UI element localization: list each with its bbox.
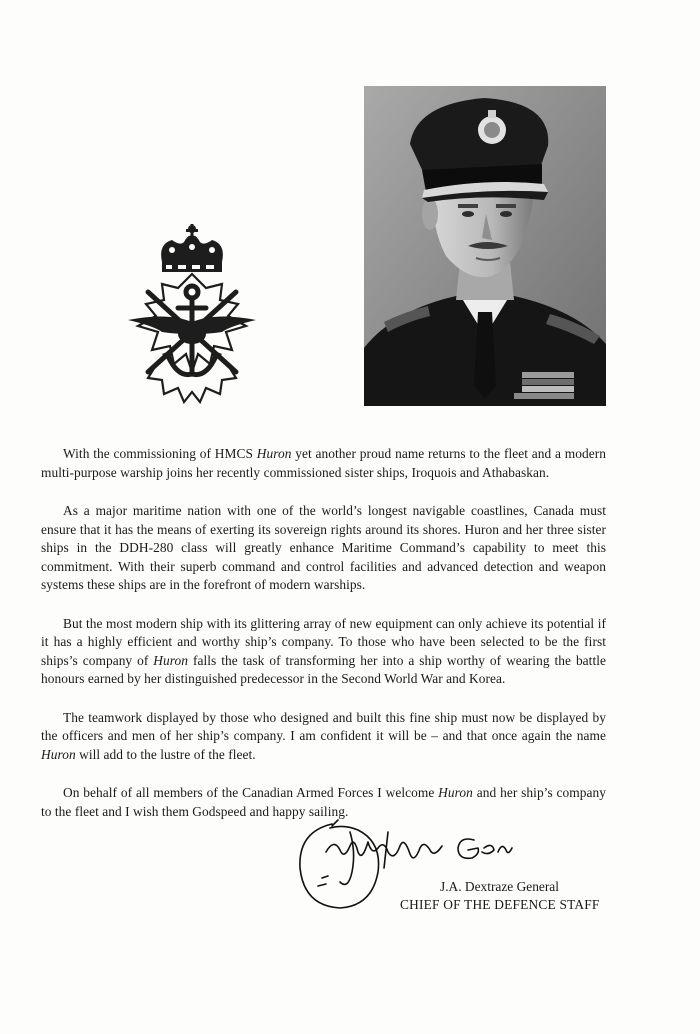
paragraph-text: As a major maritime nation with one of the world’s longest navigable coastlines, Canada must ensure that it has the means of exerting its sovereign rights around its shores. Huron and her three sister ships in the DDH-280 class will greatly enhance Maritime Command’s capability to meet this commitment. With their superb command and control facilities and advanced detection and weapon systems these ships are in the forefront of modern warships. <box>41 503 606 592</box>
paragraph-2 <box>41 502 606 595</box>
paragraph-3 <box>41 615 606 689</box>
paragraph-text: But the most modern ship with its glittering array of new equipment can only achieve its potential if it has a highly efficient and worthy ship’s company. To those who have been selected to be the first ships’s company of <box>41 615 606 668</box>
ship-name-italic: Huron <box>153 652 189 668</box>
ship-name-italic: Huron <box>41 746 76 762</box>
paragraph-text: falls the task of transforming her into a ship worthy of wearing the battle honours earned by her distinguished predecessor in the Second World War and Korea. <box>41 652 606 686</box>
general-portrait-photo <box>364 86 606 406</box>
paragraph-text: yet another proud name returns to the fleet and a modern multi-purpose warship joins her recently commissioned sister ships, Iroquois and Athabaskan. <box>41 446 606 480</box>
paragraph-text: will add to the lustre of the fleet. <box>75 746 256 762</box>
paragraph-text: and her ship’s company to the fleet and I wish them Godspeed and happy sailing. <box>41 785 606 819</box>
ship-name-italic: Huron <box>438 785 473 800</box>
paragraph-4 <box>41 709 606 765</box>
paragraph-text: The teamwork displayed by those who designed and built this fine ship must now be displayed by the officers and men of her ship’s company. I am confident it will be – and that once again the name <box>41 709 606 743</box>
signatory-name: J.A. Dextraze General <box>440 879 559 894</box>
signatory-title: CHIEF OF THE DEFENCE STAFF <box>400 897 600 912</box>
paragraph-text: On behalf of all members of the Canadian Armed Forces I welcome <box>63 785 439 800</box>
canadian-forces-crest-icon <box>118 222 266 414</box>
ship-name-italic: Huron <box>256 446 292 461</box>
paragraph-text: With the commissioning of HMCS <box>63 446 257 461</box>
letter-body <box>41 445 606 841</box>
paragraph-1 <box>41 445 606 482</box>
